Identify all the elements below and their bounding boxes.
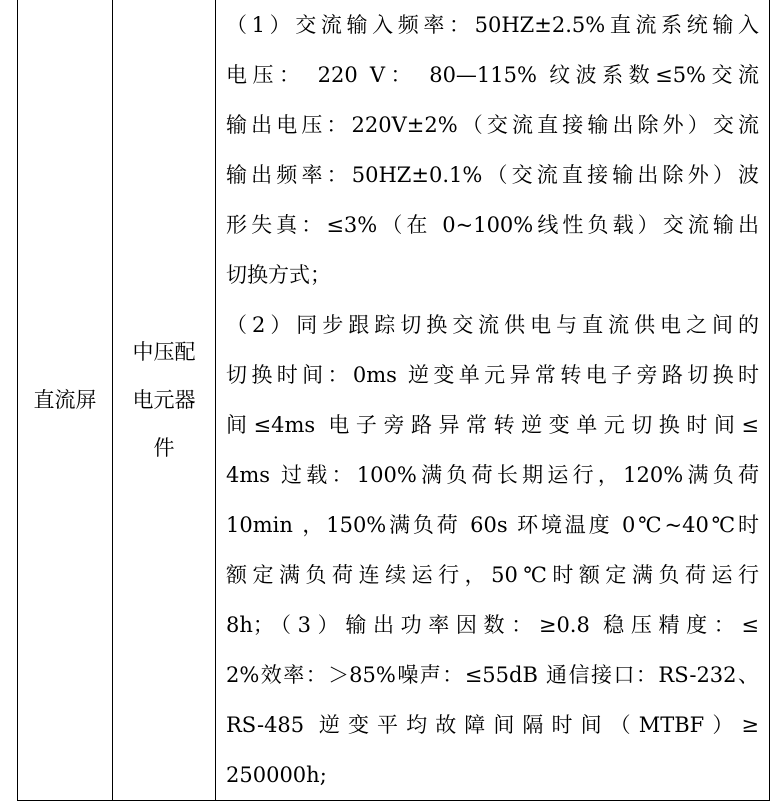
subcategory-line: 电元器 — [132, 388, 196, 412]
subcategory-cell — [113, 0, 216, 801]
spec-line: 切换方式； — [226, 263, 331, 287]
spec-line: 电压： 220 V： 80—115% 纹波系数≤5%交流 — [226, 63, 759, 87]
spec-line: 输出频率：50HZ±0.1%（交流直接输出除外）波 — [226, 163, 759, 187]
spec-line: 输出电压：220V±2%（交流直接输出除外）交流 — [226, 113, 759, 137]
subcategory-line: 中压配 — [132, 340, 196, 364]
category-label: 直流屏 — [33, 388, 97, 412]
spec-line: RS-485 逆变平均故障间隔时间（MTBF）≥ — [226, 713, 759, 737]
spec-line: 2%效率：＞85%噪声：≤55dB 通信接口：RS-232、 — [226, 663, 759, 687]
spec-table — [17, 0, 770, 801]
spec-line: 额定满负荷连续运行，50℃时额定满负荷运行 — [226, 563, 759, 587]
subcategory-line: 件 — [153, 436, 175, 460]
spec-line: 10min ，150%满负荷 60s 环境温度 0℃~40℃时 — [226, 513, 759, 537]
spec-line: 切换时间：0ms 逆变单元异常转电子旁路切换时 — [226, 363, 759, 387]
spec-line: （2）同步跟踪切换交流供电与直流供电之间的 — [226, 313, 759, 337]
spec-line: 形失真：≤3%（在 0~100%线性负载）交流输出 — [226, 213, 759, 237]
spec-line: 4ms 过载：100%满负荷长期运行，120%满负荷 — [226, 463, 759, 487]
spec-line: 间≤4ms 电子旁路异常转逆变单元切换时间≤ — [226, 413, 759, 437]
category-cell — [18, 0, 113, 801]
table-row — [18, 0, 770, 801]
spec-cell — [216, 0, 770, 801]
spec-line: （1）交流输入频率：50HZ±2.5%直流系统输入 — [226, 13, 759, 37]
spec-line: 8h；（3）输出功率因数：≥0.8 稳压精度：≤ — [226, 613, 759, 637]
spec-line: 250000h; — [226, 763, 327, 787]
